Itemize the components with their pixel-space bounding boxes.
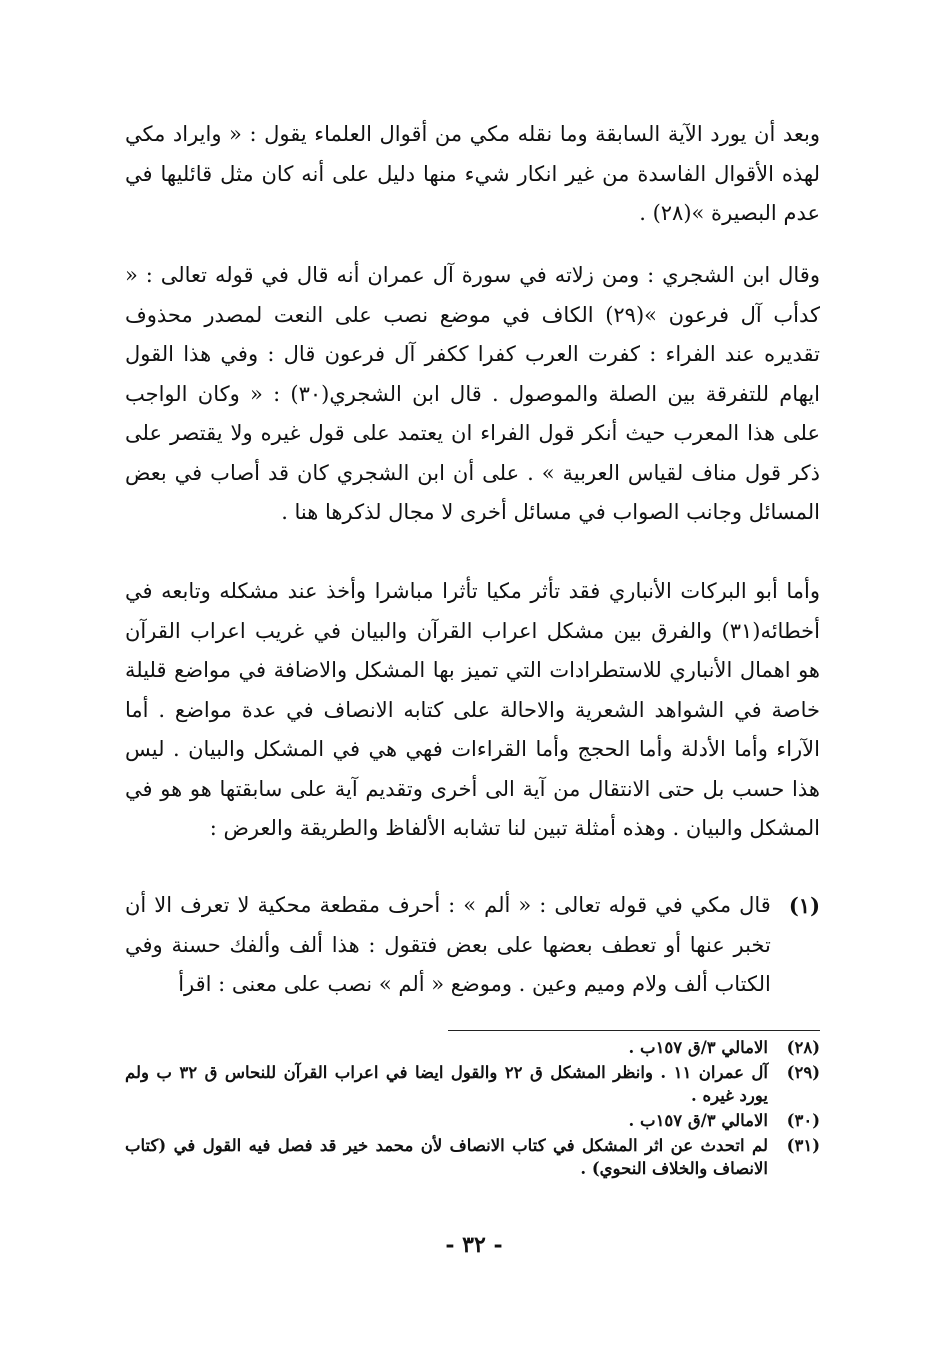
paragraph-1 <box>125 115 820 234</box>
footnote-28 <box>125 1036 820 1059</box>
footnote-31 <box>125 1134 820 1180</box>
paragraph-2 <box>125 256 820 533</box>
item-number: (١) <box>788 893 820 918</box>
paragraph-text: وأما أبو البركات الأنباري فقد تأثر مكيا تأثرا مباشرا وأخذ عند مشكله وتابعه في أخطائه(٣١) والفرق بين مشكل اعراب القرآن والبيان في غريب اعراب القرآن هو اهمال الأنباري للاستطرادات التي تميز بها المشكل والاضافة في مواضع قليلة خاصة في الشواهد الشعرية والاحالة على كتابه الانصاف في عدة مواضع . أما الآراء وأما الأدلة وأما الحجج وأما القراءات فهي هي في المشكل والبيان . ليس هذا حسب بل حتى الانتقال من آية الى أخرى وتقديم آية على سابقتها هو هو في المشكل والبيان . وهذه أمثلة تبين لنا تشابه الألفاظ والطريقة والعرض : <box>125 579 820 840</box>
footnote-number: (٣٠) <box>786 1111 820 1130</box>
paragraph-3 <box>125 572 820 849</box>
footnote-text: لم اتحدث عن اثر المشكل في كتاب الانصاف لأن محمد خير قد فصل فيه القول في (كتاب الانصاف والخلاف النحوي) . <box>125 1136 768 1178</box>
footnotes <box>125 1036 820 1182</box>
item-text: قال مكي في قوله تعالى : « ألم » : أحرف مقطعة محكية لا تعرف الا أن تخبر عنها أو تعطف بعضها على بعض فتقول : هذا ألف وألفك حسنة وفي الكتاب ألف ولام وميم وعين . وموضع « ألم » نصب على معنى : اقرأ <box>125 893 771 996</box>
footnote-text: الامالي ٣/ق ١٥٧ب . <box>628 1111 768 1130</box>
footnote-number: (٢٩) <box>786 1063 820 1082</box>
numbered-example-1 <box>125 886 820 1005</box>
numbered-item <box>125 886 820 1005</box>
page-number: - ٣٢ - <box>445 1232 503 1258</box>
footnote-text: الامالي ٣/ق ١٥٧ب . <box>628 1038 768 1057</box>
footnote-text: آل عمران ١١ . وانظر المشكل ق ٢٢ والقول ايضا في اعراب القرآن للنحاس ق ٣٢ ب ولم يورد غيره . <box>125 1063 768 1105</box>
footnote-number: (٢٨) <box>786 1038 820 1057</box>
footnote-divider <box>448 1030 820 1031</box>
footnote-29 <box>125 1061 820 1107</box>
footnote-number: (٣١) <box>786 1136 820 1155</box>
paragraph-text: وقال ابن الشجري : ومن زلاته في سورة آل عمران أنه قال في قوله تعالى : « كدأب آل فرعون »(٢٩) الكاف في موضع نصب على النعت لمصدر محذوف تقديره عند الفراء : كفرت العرب كفرا ككفر آل فرعون قال : وفي هذا القول ايهام للتفرقة بين الصلة والموصول . قال ابن الشجري(٣٠) : « وكان الواجب على هذا المعرب حيث أنكر قول الفراء ان يعتمد على قول غيره ولا يقتصر على ذكر قول مناف لقياس العربية » . على أن ابن الشجري كان قد أصاب في بعض المسائل وجانب الصواب في مسائل أخرى لا مجال لذكرها هنا . <box>125 263 820 524</box>
footnote-30 <box>125 1109 820 1132</box>
paragraph-text: وبعد أن يورد الآية السابقة وما نقله مكي من أقوال العلماء يقول : « وايراد مكي لهذه الأقوال الفاسدة من غير انكار شيء منها دليل على أنه كان مثل قائليها في عدم البصيرة »(٢٨) . <box>125 122 820 225</box>
